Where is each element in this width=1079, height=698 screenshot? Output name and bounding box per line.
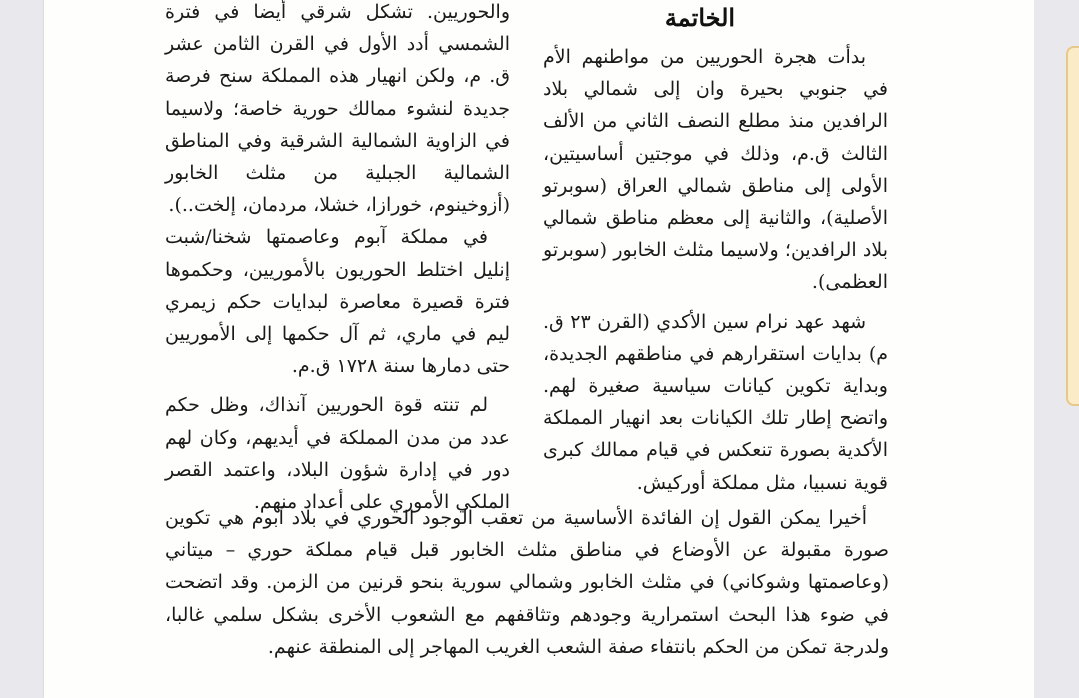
paragraph-naram-sin: شهد عهد نرام سين الأكدي (القرن ٢٣ ق. م) بدايات استقرارهم في مناطقهم الجديدة، وبداية تكوين كيانات سياسية صغيرة لهم. واتضح إطار تلك الكيانات بعد انهيار المملكة الأكدية بصورة تنعكس في قيام ممالك كبرى قوية نسبيا، مثل مملكة أوركيش. (543, 310, 888, 494)
left-column (165, 0, 510, 518)
section-heading: الخاتمة (664, 3, 736, 32)
paragraph-apum: في مملكة آبوم وعاصمتها شخنا/شبت إنليل اختلط الحوريون بالأموريين، وحكموها فترة قصيرة معاصرة لبدايات حكم زيمري ليم في ماري، ثم آل حكمها إلى الأموريين حتى دمارها سنة ١٧٢٨ ق.م. (165, 226, 510, 378)
right-column (543, 41, 888, 499)
paragraph-migration: بدأت هجرة الحوريين من مواطنهم الأم في جنوبي بحيرة وان إلى شمالي بلاد الرافدين منذ مطلع النصف الثاني من الألف الثالث ق.م، وذلك في موجتين أساسيتين، الأولى إلى مناطق شمالي العراق (سوبرتو الأصلية)، والثانية إلى معظم مناطق شمالي بلاد الرافدين؛ ولاسيما مثلث الخابور (سوبرتو العظمى). (543, 46, 888, 294)
paragraph-conclusion: أخيرا يمكن القول إن الفائدة الأساسية من تعقب الوجود الحوري في بلاد آبوم هي تكوين صورة مقبولة عن الأوضاع في مناطق مثلث الخابور قبل قيام مملكة حوري – ميتاني (وعاصمتها وشوكاني) في مثلث الخابور وشمالي سورية بنحو قرنين من الزمن. وقد اتضحت في ضوء هذا البحث استمرارية وجودهم وتثاقفهم مع الشعوب الأخرى بشكل سلمي غالبا، ولدرجة تمكن من الحكم بانتفاء صفة الشعب الغريب المهاجر إلى المنطقة عنهم. (165, 507, 889, 658)
paragraph-kingdoms: والحوريين. تشكل شرقي أيضا في فترة الشمسي أدد الأول في القرن الثامن عشر ق. م، ولكن انهيار هذه المملكة سنح فرصة جديدة لنشوء ممالك حورية خاصة؛ ولاسيما في الزاوية الشمالية الشرقية وفي المناطق الشمالية الجبلية من مثلث الخابور (أزوخينوم، خورازا، خشلا، مردمان، إلخت..). (165, 1, 510, 217)
paragraph-hurrian-power: لم تنته قوة الحوريين آنذاك، وظل حكم عدد من مدن المملكة في أيديهم، وكان لهم دور في إدارة شؤون البلاد، واعتمد القصر الملكي الأموري على أعداد منهم. (165, 394, 510, 514)
scroll-side-tab[interactable] (1066, 46, 1079, 406)
page-gutter (1034, 0, 1054, 698)
